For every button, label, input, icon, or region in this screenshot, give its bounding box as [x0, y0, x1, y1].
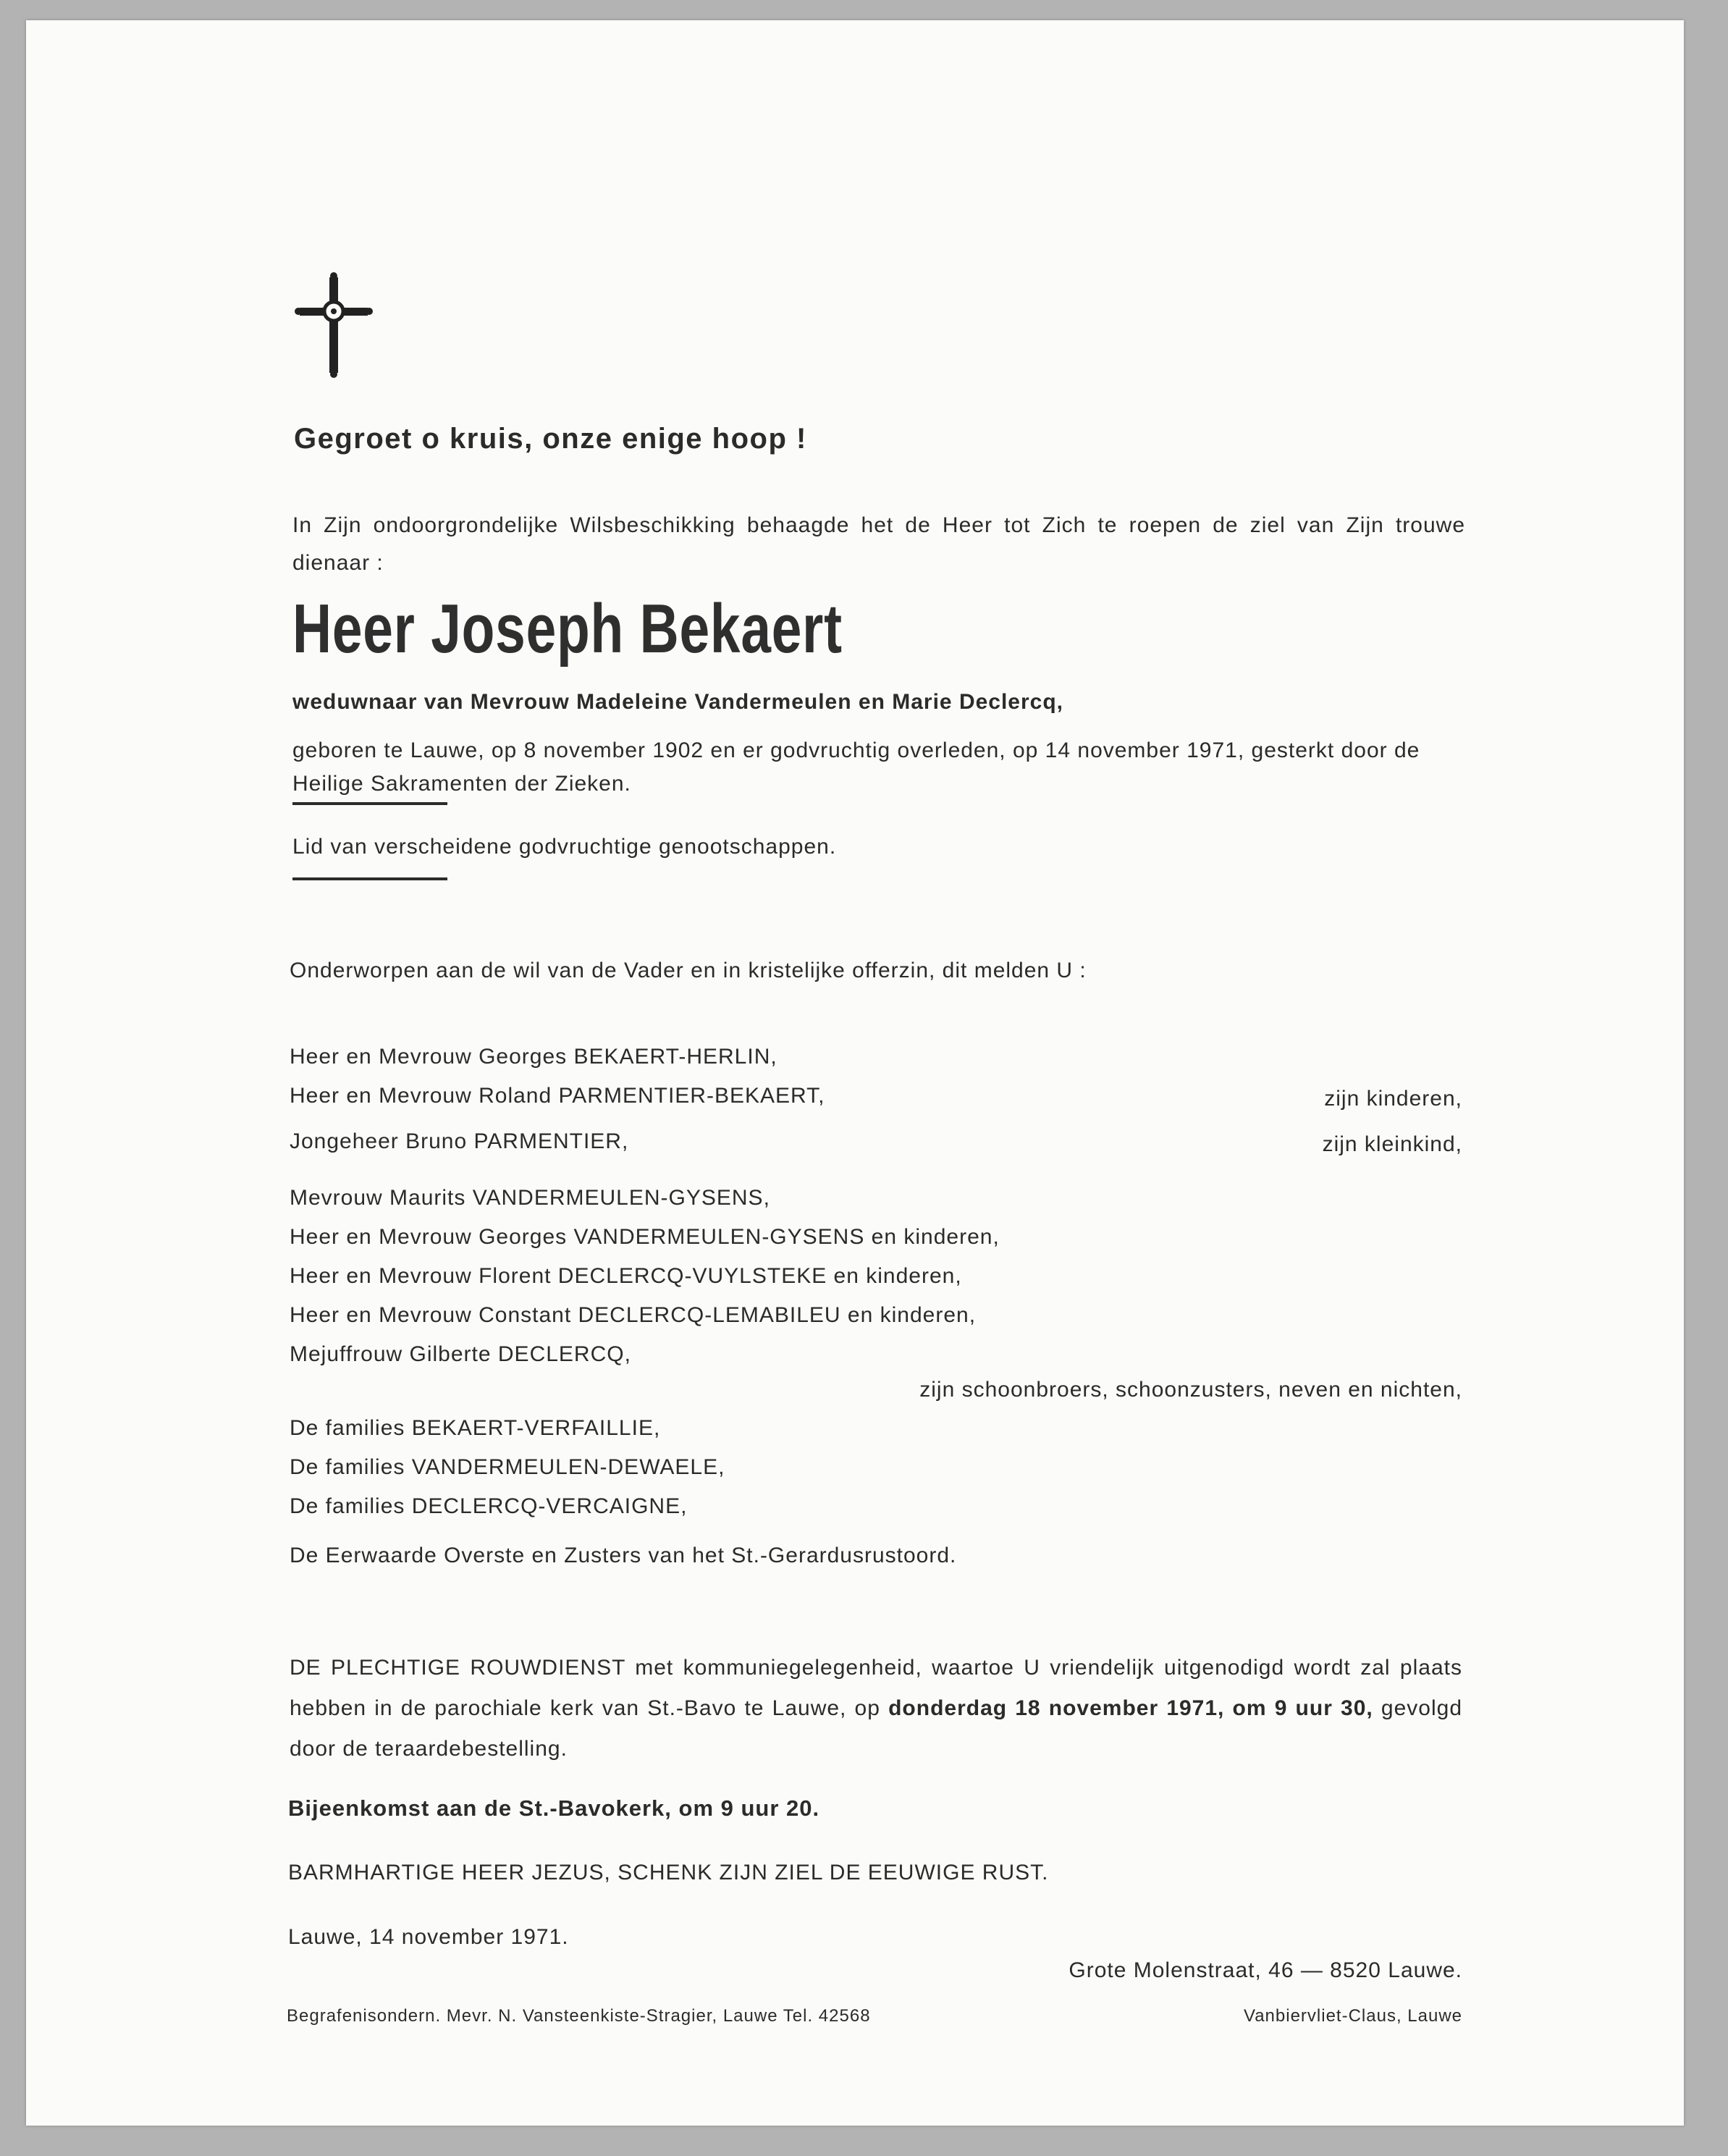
- family-entry: De families BEKAERT-VERFAILLIE,: [290, 1416, 661, 1440]
- service-intro: DE PLECHTIGE ROUWDIENST met kommuniegelegenheid, waartoe U vriendelijk uitgenodigd wordt zal plaats hebben in de parochiale kerk van St.-Bavo te Lauwe, op: [290, 1656, 1462, 1720]
- printer-line: Vanbiervliet-Claus, Lauwe: [1243, 2006, 1462, 2026]
- greeting-heading: Gegroet o kruis, onze enige hoop !: [294, 423, 807, 455]
- membership-text: Lid van verscheidene godvruchtige genootschappen.: [292, 835, 837, 859]
- home-address: Grote Molenstraat, 46 — 8520 Lauwe.: [1069, 1958, 1462, 1982]
- divider-bottom: [292, 877, 447, 880]
- cross-icon: [294, 270, 374, 379]
- prayer-text: BARMHARTIGE HEER JEZUS, SCHENK ZIJN ZIEL DE EEUWIGE RUST.: [288, 1861, 1049, 1885]
- place-date: Lauwe, 14 november 1971.: [288, 1925, 569, 1949]
- child-entry: Heer en Mevrouw Georges BEKAERT-HERLIN,: [290, 1045, 777, 1069]
- in-law-entry: Mevrouw Maurits VANDERMEULEN-GYSENS,: [290, 1186, 770, 1210]
- child-entry: Heer en Mevrouw Roland PARMENTIER-BEKAERT,: [290, 1084, 825, 1108]
- service-datetime: donderdag 18 november 1971, om 9 uur 30,: [888, 1696, 1373, 1720]
- intro-text: In Zijn ondoorgrondelijke Wilsbeschikking behaagde het de Heer tot Zich te roepen de ziel van Zijn trouwe dienaar :: [292, 513, 1465, 575]
- gathering-text: Bijeenkomst aan de St.-Bavokerk, om 9 uur 20.: [288, 1795, 820, 1821]
- family-entry: De families VANDERMEULEN-DEWAELE,: [290, 1455, 725, 1479]
- divider-top: [292, 802, 447, 805]
- grandchild-entry: Jongeheer Bruno PARMENTIER,: [290, 1129, 629, 1153]
- deceased-name: Heer Joseph Bekaert: [292, 590, 843, 668]
- service-after: gevolgd door de teraardebestelling.: [290, 1696, 1463, 1761]
- in-law-entry: Heer en Mevrouw Constant DECLERCQ-LEMABILEU en kinderen,: [290, 1303, 977, 1327]
- in-law-entry: Heer en Mevrouw Georges VANDERMEULEN-GYSENS en kinderen,: [290, 1225, 1000, 1249]
- birth-death-text: geboren te Lauwe, op 8 november 1902 en er godvruchtig overleden, op 14 november 1971, gesterkt door de Heilige Sakramenten der Zieken.: [292, 738, 1420, 796]
- widower-line: weduwnaar van Mevrouw Madeleine Vandermeulen en Marie Declercq,: [292, 690, 1064, 714]
- family-entry: De families DECLERCQ-VERCAIGNE,: [290, 1494, 688, 1518]
- announcement-text: Onderworpen aan de wil van de Vader en in kristelijke offerzin, dit melden U :: [290, 959, 1087, 982]
- children-relation: zijn kinderen,: [1324, 1087, 1462, 1111]
- death-notice-card: [26, 20, 1684, 2126]
- funeral-service-text: [290, 1648, 1462, 1769]
- grandchild-relation: zijn kleinkind,: [1322, 1132, 1462, 1156]
- in-laws-relation: zijn schoonbroers, schoonzusters, neven en nichten,: [919, 1378, 1462, 1402]
- in-law-entry: Mejuffrouw Gilberte DECLERCQ,: [290, 1342, 631, 1366]
- sisters-entry: De Eerwaarde Overste en Zusters van het St.-Gerardusrustoord.: [290, 1544, 957, 1567]
- in-law-entry: Heer en Mevrouw Florent DECLERCQ-VUYLSTEKE en kinderen,: [290, 1264, 962, 1288]
- undertaker-line: Begrafenisondern. Mevr. N. Vansteenkiste-Stragier, Lauwe Tel. 42568: [287, 2006, 871, 2026]
